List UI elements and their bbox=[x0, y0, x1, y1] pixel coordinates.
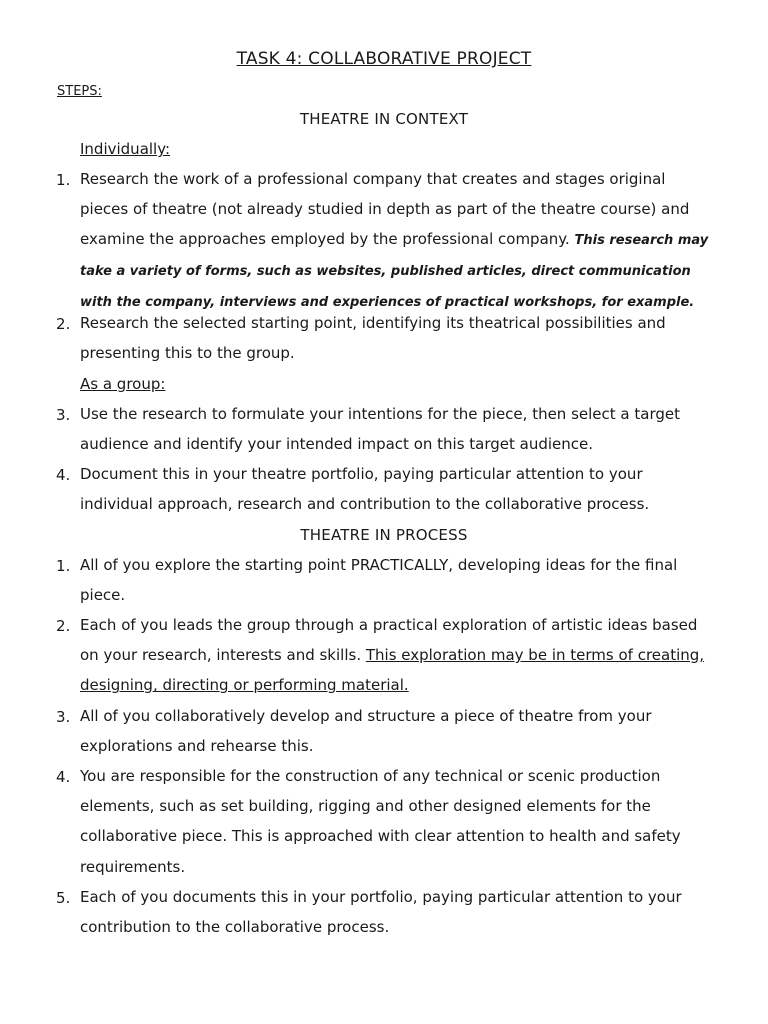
italic-note: This research may take a variety of forms, such as websites, published articles, direct communication with the company, interviews and experiences of practical workshops, for example. bbox=[80, 233, 709, 311]
section-heading-context: THEATRE IN CONTEXT bbox=[299, 110, 469, 128]
list-text: Each of you documents this in your portfolio, paying particular attention to your contribution to the collaborative process. bbox=[80, 888, 682, 937]
list-text: All of you collaboratively develop and structure a piece of theatre from your explorations and rehearse this. bbox=[80, 707, 652, 756]
list-number: 1. bbox=[56, 557, 71, 575]
document-title: TASK 4: COLLABORATIVE PROJECT bbox=[236, 49, 532, 69]
list-text: Use the research to formulate your intentions for the piece, then select a target audience and identify your intended impact on this target audience. bbox=[80, 405, 680, 454]
list-text: Research the selected starting point, identifying its theatrical possibilities and presenting this to the group. bbox=[80, 314, 666, 363]
list-number: 3. bbox=[56, 406, 71, 424]
list-number: 2. bbox=[56, 315, 71, 333]
list-text: Document this in your theatre portfolio, paying particular attention to your individual approach, research and contribution to the collaborative process. bbox=[80, 465, 650, 514]
list-number: 4. bbox=[56, 768, 71, 786]
list-number: 1. bbox=[56, 171, 71, 189]
group-label: As a group: bbox=[80, 375, 166, 393]
section-heading-process: THEATRE IN PROCESS bbox=[300, 526, 468, 544]
list-text: All of you explore the starting point PRACTICALLY, developing ideas for the final piece. bbox=[80, 556, 678, 605]
item-text: Each of you leads the group through a practical exploration of artistic ideas based on your research, interests and skills. bbox=[80, 616, 698, 665]
list-text: You are responsible for the construction of any technical or scenic production elements, such as set building, rigging and other designed elements for the collaborative piece. This is approached with clear attention to health and safety requirements. bbox=[80, 767, 681, 876]
steps-label: STEPS: bbox=[57, 84, 102, 99]
list-number: 2. bbox=[56, 617, 71, 635]
list-number: 5. bbox=[56, 889, 71, 907]
list-number: 4. bbox=[56, 466, 71, 484]
item-text: Research the work of a professional company that creates and stages original pieces of theatre (not already studied in depth as part of the theatre course) and examine the approaches employed by the professional company. bbox=[80, 170, 690, 249]
individually-label: Individually: bbox=[80, 140, 171, 158]
list-text bbox=[80, 610, 712, 701]
list-number: 3. bbox=[56, 708, 71, 726]
list-text bbox=[80, 164, 712, 317]
underlined-note: This exploration may be in terms of creating, designing, directing or performing material. bbox=[80, 646, 705, 695]
